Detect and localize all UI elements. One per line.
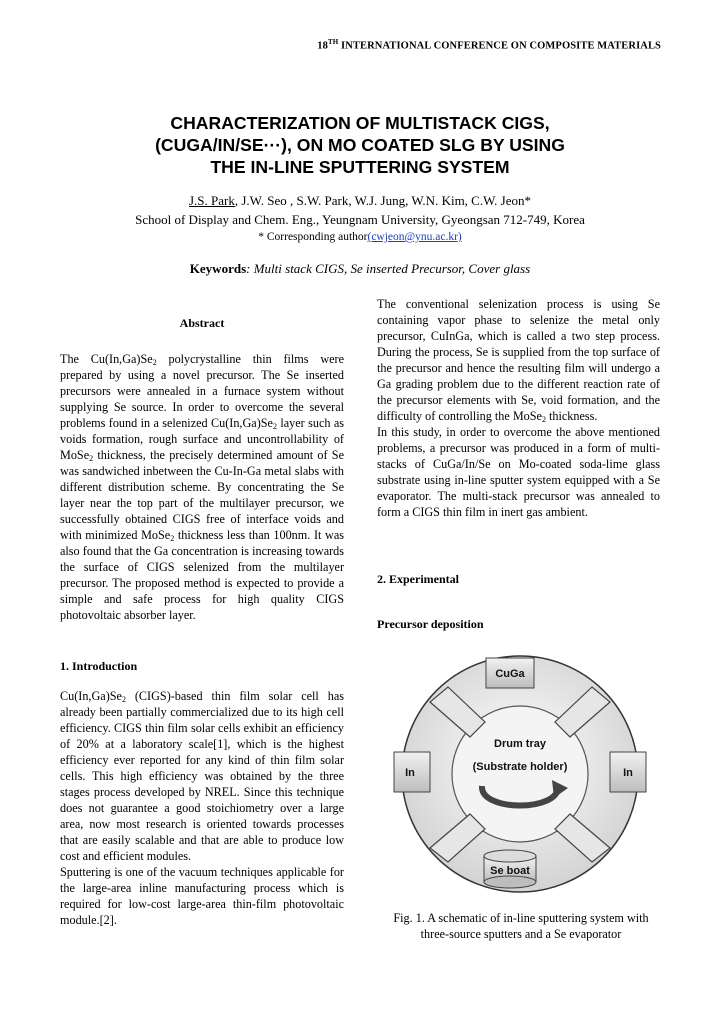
first-author: J.S. Park [188, 193, 235, 208]
corresponding-author: * Corresponding author(cwjeon@ynu.ac.kr) [258, 231, 462, 243]
abstract-body: The $Cu(In,Ga)Se_2$ polycrystalline thin films were prepared by using a novel precursor. The Se inserted precursors were annealed in a furnace system without supplying Se source. In order to overcome the several problems found in a selenized $Cu(In,Ga)Se_2$ layer such as voids formation, rough surface and uncontrollability of MoSe$_2$ thickness, the precisely determined amount of Se was sandwiched inbetween the Cu-In-Ga metal slabs with different distribution scheme. By concentrating the Se layer near the top part of the multilayer precursor, we successfully obtained CIGS free of interface voids and with minimized MoSe$_2$ thickness less than 100nm. It was also found that the Ga concentration is increasing towards the surface of CIGS selenized from the multilayer precursor. The proposed method is expected to provide a simple and safe process for high quality CIGS photovoltaic absorber layer. [60, 352, 344, 622]
label-drum-tray: Drum tray [494, 738, 546, 750]
conference-header: 18TH INTERNATIONAL CONFERENCE ON COMPOSITE MATERIALS [317, 38, 661, 52]
label-cuga: CuGa [495, 668, 525, 680]
affiliation: School of Display and Chem. Eng., Yeungnam University, Gyeongsan 712-749, Korea [135, 212, 585, 227]
label-se-boat: Se boat [490, 865, 530, 877]
introduction-body: $Cu(In,Ga)Se_2$ (CIGS)-based thin film solar cell has already been partially commercialized due to its high cell efficiency. CIGS thin film solar cells exhibit an efficiency of 20% at a laboratory scale[1], which is the highest efficiency ever reported for any kind of thin film solar cells. This high efficiency was obtained by the three stages process developed by NREL. Since this technique does not guarantee a good stoichiometry over a large area, now most research is oriented towards processes that are easily scalable and that are able to produce low cost and efficient modules. Sputtering is one of the vacuum techniques applicable for the large-area inline manufacturing process which is required for low-cost large-area thin-film photovoltaic module.[2]. [60, 689, 344, 927]
title-line: (CUGA/IN/SE···), ON MO COATED SLG BY USING [155, 135, 565, 155]
keywords: Keywords: Multi stack CIGS, Se inserted Precursor, Cover glass [189, 261, 531, 276]
title-line: CHARACTERIZATION OF MULTISTACK CIGS, [170, 113, 550, 133]
paper-title [60, 112, 660, 178]
introduction-heading: 1. Introduction [60, 659, 138, 673]
precursor-heading: Precursor deposition [377, 617, 484, 631]
abstract-heading: Abstract [179, 316, 225, 330]
figure-caption: Fig. 1. A schematic of in-line sputtering system with three-source sputters and a Se evaporator [393, 911, 649, 941]
email-link[interactable]: (cwjeon@ynu.ac.kr) [367, 231, 462, 243]
label-in-left: In [405, 767, 415, 779]
sputtering-system-figure [380, 652, 660, 902]
label-in-right: In [623, 767, 633, 779]
experimental-heading: 2. Experimental [377, 572, 459, 586]
right-column-text: The conventional selenization process is using Se containing vapor phase to selenize the metal only precursor, CuInGa, which is called a two step process. During the process, Se is supplied from the top surface of the precursor and hence the resulting film will undergo a Ga grading problem due to the different reaction rate of the precursor elements with Se, void formation, and the difficulty of controlling the MoSe$_2$ thickness. In this study, in order to overcome the above mentioned problems, a precursor was produced in a form of multi-stacks of CuGa/In/Se on Mo-coated soda-lime glass substrate using in-line sputter system equipped with a Se evaporator. The multi-stack precursor was annealed to form a CIGS thin film in inert gas ambient. [377, 297, 660, 519]
label-substrate-holder: (Substrate holder) [472, 761, 568, 773]
author-list: J.S. Park, J.W. Seo , S.W. Park, W.J. Jung, W.N. Kim, C.W. Jeon* [188, 193, 532, 208]
title-line: THE IN-LINE SPUTTERING SYSTEM [210, 157, 510, 177]
